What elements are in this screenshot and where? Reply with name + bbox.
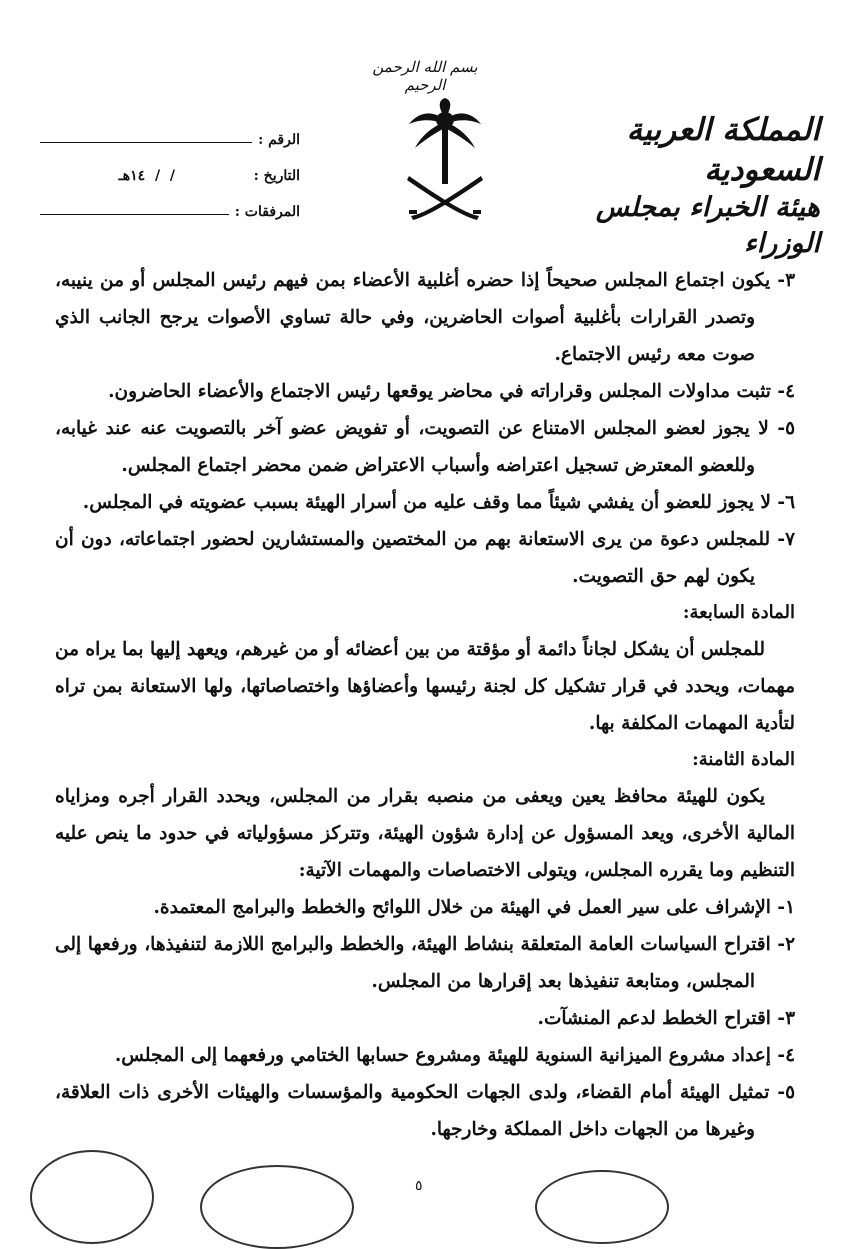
reference-row: [40, 112, 300, 148]
date-label: التاريخ :: [253, 168, 300, 184]
reference-label: الرقم :: [258, 132, 300, 148]
list-item: ٤- إعداد مشروع الميزانية السنوية للهيئة ومشروع حسابها الختامي ورفعهما إلى المجلس.: [114, 1045, 795, 1066]
list-item: ٥- لا يجوز لعضو المجلس الامتناع عن التصويت، أو تفويض عضو آخر بالتصويت عنه عند غيابه، وللعضو المعترض تسجيل اعتراضه وأسباب الاعتراض ضمن محضر اجتماع المجلس.: [55, 418, 795, 476]
list-item: ٧- للمجلس دعوة من يرى الاستعانة بهم من المختصين والمستشارين لحضور اجتماعاته، دون أن يكون لهم حق التصويت.: [55, 529, 795, 587]
list-item: ٢- اقتراح السياسات العامة المتعلقة بنشاط الهيئة، والخطط والبرامج اللازمة لتنفيذها، ورفعها إلى المجلس، ومتابعة تنفيذها بعد إقرارها من المجلس.: [55, 934, 795, 992]
article-8-text: يكون للهيئة محافظ يعين ويعفى من منصبه بقرار من المجلس، ويحدد القرار أجره ومزاياه المالية الأخرى، ويعد المسؤول عن إدارة شؤون الهيئة، وتتركز مسؤولياته في حدود ما ينص عليه التنظيم وما يقرره المجلس، ويتولى الاختصاصات والمهمات الآتية:: [55, 786, 795, 881]
reference-block: [40, 112, 300, 220]
page-number: ٥: [415, 1178, 423, 1194]
attachments-label: المرفقات :: [234, 204, 300, 220]
stamp-seal-icon: [535, 1170, 669, 1244]
date-value: / / ١٤هـ: [118, 168, 175, 184]
article-7-text: للمجلس أن يشكل لجاناً دائمة أو مؤقتة من بين أعضائه أو من غيرهم، ويعهد إليها بما يراه من مهمات، ويحدد في قرار تشكيل كل لجنة رئيسها وأعضاؤها واختصاصاتها، ولها الاستعانة بمن تراه لتأدية المهمات المكلفة بها.: [55, 639, 795, 734]
list-item: ٣- يكون اجتماع المجلس صحيحاً إذا حضره أغلبية الأعضاء بمن فيهم رئيس المجلس أو من ينيبه، وتصدر القرارات بأغلبية أصوات الحاضرين، وفي حالة تساوي الأصوات يرجح الجانب الذي صوت معه رئيس الاجتماع.: [55, 270, 796, 365]
list-item: ٥- تمثيل الهيئة أمام القضاء، ولدى الجهات الحكومية والمؤسسات والهيئات الأخرى ذات العلاقة، وغيرها من الجهات داخل المملكة وخارجها.: [55, 1082, 795, 1140]
org-line-2: هيئة الخبراء بمجلس الوزراء: [595, 192, 820, 259]
list-item: ١- الإشراف على سير العمل في الهيئة من خلال اللوائح والخطط والبرامج المعتمدة.: [153, 897, 795, 918]
date-row: [40, 148, 300, 184]
document-body: [55, 262, 795, 1148]
reference-line: [40, 142, 252, 143]
article-8-heading: المادة الثامنة:: [692, 749, 795, 770]
list-item: ٣- اقتراح الخطط لدعم المنشآت.: [537, 1008, 795, 1029]
list-item: ٦- لا يجوز للعضو أن يفشي شيئاً مما وقف عليه من أسرار الهيئة بسبب عضويته في المجلس.: [82, 492, 795, 513]
attachments-line: [40, 214, 229, 215]
stamp-seal-icon: [30, 1150, 154, 1244]
org-line-1: المملكة العربية السعودية: [626, 112, 820, 188]
stamp-seal-icon: [200, 1165, 354, 1249]
letterhead: [0, 0, 850, 259]
attachments-row: [40, 184, 300, 220]
article-7-heading: المادة السابعة:: [682, 602, 795, 623]
basmala: بسم الله الرحمن الرحيم: [372, 58, 478, 94]
list-item: ٤- تثبت مداولات المجلس وقراراته في محاضر يوقعها رئيس الاجتماع والأعضاء الحاضرون.: [108, 381, 795, 402]
palm-swords-emblem-icon: [405, 98, 485, 223]
organization-name: [520, 110, 820, 262]
